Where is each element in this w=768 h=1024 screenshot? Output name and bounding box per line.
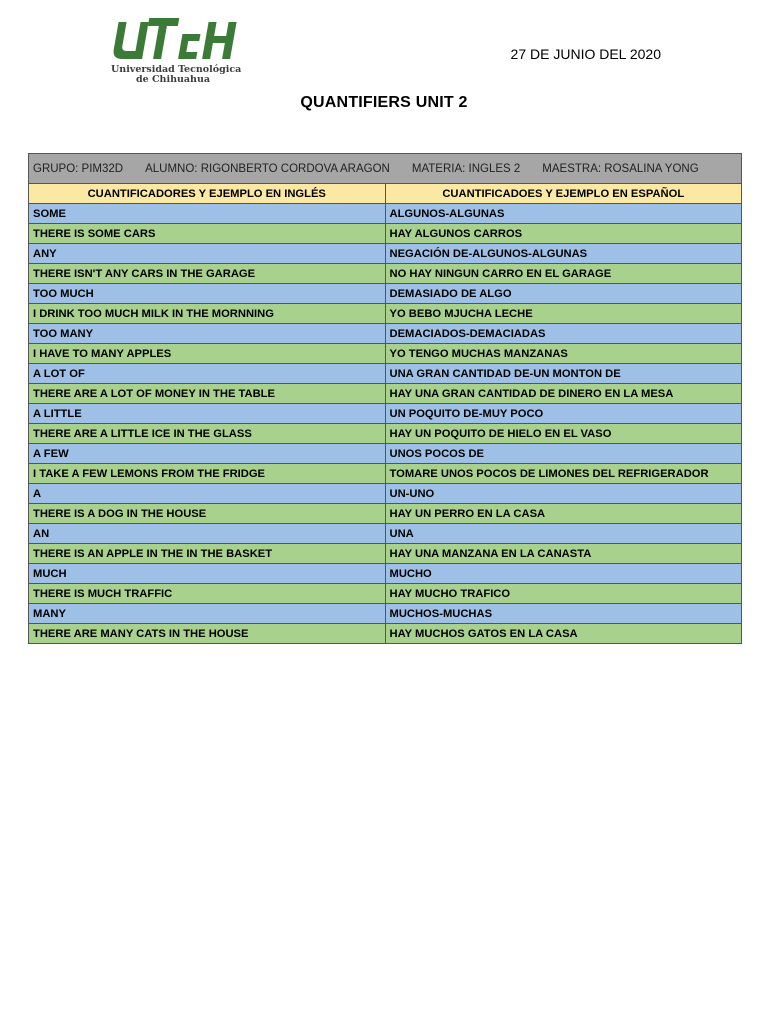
cell-english: THERE IS AN APPLE IN THE IN THE BASKET (29, 544, 386, 564)
table-row (29, 544, 742, 564)
cell-english: THERE ARE A LITTLE ICE IN THE GLASS (29, 424, 386, 444)
table-row (29, 504, 742, 524)
table-row (29, 604, 742, 624)
cell-english: A LOT OF (29, 364, 386, 384)
student-info-cell (29, 154, 742, 184)
cell-english: TOO MANY (29, 324, 386, 344)
cell-spanish: HAY ALGUNOS CARROS (385, 224, 742, 244)
cell-english: THERE IS SOME CARS (29, 224, 386, 244)
cell-english: THERE ISN'T ANY CARS IN THE GARAGE (29, 264, 386, 284)
cell-english: A LITTLE (29, 404, 386, 424)
info-alumno: ALUMNO: RIGONBERTO CORDOVA ARAGON (145, 162, 390, 175)
cell-english: A (29, 484, 386, 504)
header-spanish: CUANTIFICADOES Y EJEMPLO EN ESPAÑOL (385, 184, 742, 204)
cell-spanish: HAY UNA MANZANA EN LA CANASTA (385, 544, 742, 564)
cell-english: I DRINK TOO MUCH MILK IN THE MORNNING (29, 304, 386, 324)
cell-spanish: UNA GRAN CANTIDAD DE-UN MONTON DE (385, 364, 742, 384)
cell-english: I HAVE TO MANY APPLES (29, 344, 386, 364)
cell-spanish: UN POQUITO DE-MUY POCO (385, 404, 742, 424)
table-row (29, 244, 742, 264)
cell-spanish: HAY UNA GRAN CANTIDAD DE DINERO EN LA MESA (385, 384, 742, 404)
cell-english: I TAKE A FEW LEMONS FROM THE FRIDGE (29, 464, 386, 484)
quantifiers-table (28, 153, 742, 644)
cell-spanish: NEGACIÓN DE-ALGUNOS-ALGUNAS (385, 244, 742, 264)
student-info-row (29, 154, 742, 184)
cell-english: AN (29, 524, 386, 544)
table-row (29, 584, 742, 604)
cell-spanish: UN-UNO (385, 484, 742, 504)
cell-english: TOO MUCH (29, 284, 386, 304)
cell-english: SOME (29, 204, 386, 224)
logo-text-line1: Universidad Tecnológica (111, 64, 242, 75)
table-row (29, 264, 742, 284)
table-row (29, 224, 742, 244)
table-row (29, 364, 742, 384)
cell-english: A FEW (29, 444, 386, 464)
cell-english: THERE ARE MANY CATS IN THE HOUSE (29, 624, 386, 644)
table-row (29, 404, 742, 424)
cell-spanish: NO HAY NINGUN CARRO EN EL GARAGE (385, 264, 742, 284)
utch-logo-mark (110, 14, 240, 64)
cell-spanish: YO BEBO MJUCHA LECHE (385, 304, 742, 324)
cell-spanish: DEMACIADOS-DEMACIADAS (385, 324, 742, 344)
table-row (29, 444, 742, 464)
cell-spanish: ALGUNOS-ALGUNAS (385, 204, 742, 224)
table-header-row (29, 184, 742, 204)
table-row (29, 564, 742, 584)
cell-english: ANY (29, 244, 386, 264)
cell-spanish: DEMASIADO DE ALGO (385, 284, 742, 304)
table-row (29, 424, 742, 444)
cell-english: THERE ARE A LOT OF MONEY IN THE TABLE (29, 384, 386, 404)
table-row (29, 524, 742, 544)
cell-spanish: UNOS POCOS DE (385, 444, 742, 464)
cell-spanish: HAY UN POQUITO DE HIELO EN EL VASO (385, 424, 742, 444)
table-row (29, 344, 742, 364)
table-row (29, 484, 742, 504)
cell-spanish: HAY MUCHO TRAFICO (385, 584, 742, 604)
table-row (29, 304, 742, 324)
logo-text-line2: de Chihuahua (136, 74, 211, 85)
cell-english: MANY (29, 604, 386, 624)
utch-logo (110, 14, 245, 94)
table-row (29, 284, 742, 304)
document-date: 27 DE JUNIO DEL 2020 (510, 46, 661, 62)
table-row (29, 624, 742, 644)
info-materia: MATERIA: INGLES 2 (411, 162, 521, 175)
cell-spanish: TOMARE UNOS POCOS DE LIMONES DEL REFRIGERADOR (385, 464, 742, 484)
cell-spanish: YO TENGO MUCHAS MANZANAS (385, 344, 742, 364)
cell-spanish: HAY MUCHOS GATOS EN LA CASA (385, 624, 742, 644)
table-row (29, 324, 742, 344)
cell-spanish: UNA (385, 524, 742, 544)
cell-english: THERE IS A DOG IN THE HOUSE (29, 504, 386, 524)
table-row (29, 204, 742, 224)
cell-spanish: MUCHO (385, 564, 742, 584)
header-english: CUANTIFICADORES Y EJEMPLO EN INGLÉS (29, 184, 386, 204)
cell-english: MUCH (29, 564, 386, 584)
cell-english: THERE IS MUCH TRAFFIC (29, 584, 386, 604)
document-title: QUANTIFIERS UNIT 2 (300, 94, 468, 111)
table-row (29, 384, 742, 404)
table-row (29, 464, 742, 484)
info-maestra: MAESTRA: ROSALINA YONG (542, 162, 699, 175)
cell-spanish: HAY UN PERRO EN LA CASA (385, 504, 742, 524)
info-grupo: GRUPO: PIM32D (33, 162, 124, 175)
cell-spanish: MUCHOS-MUCHAS (385, 604, 742, 624)
